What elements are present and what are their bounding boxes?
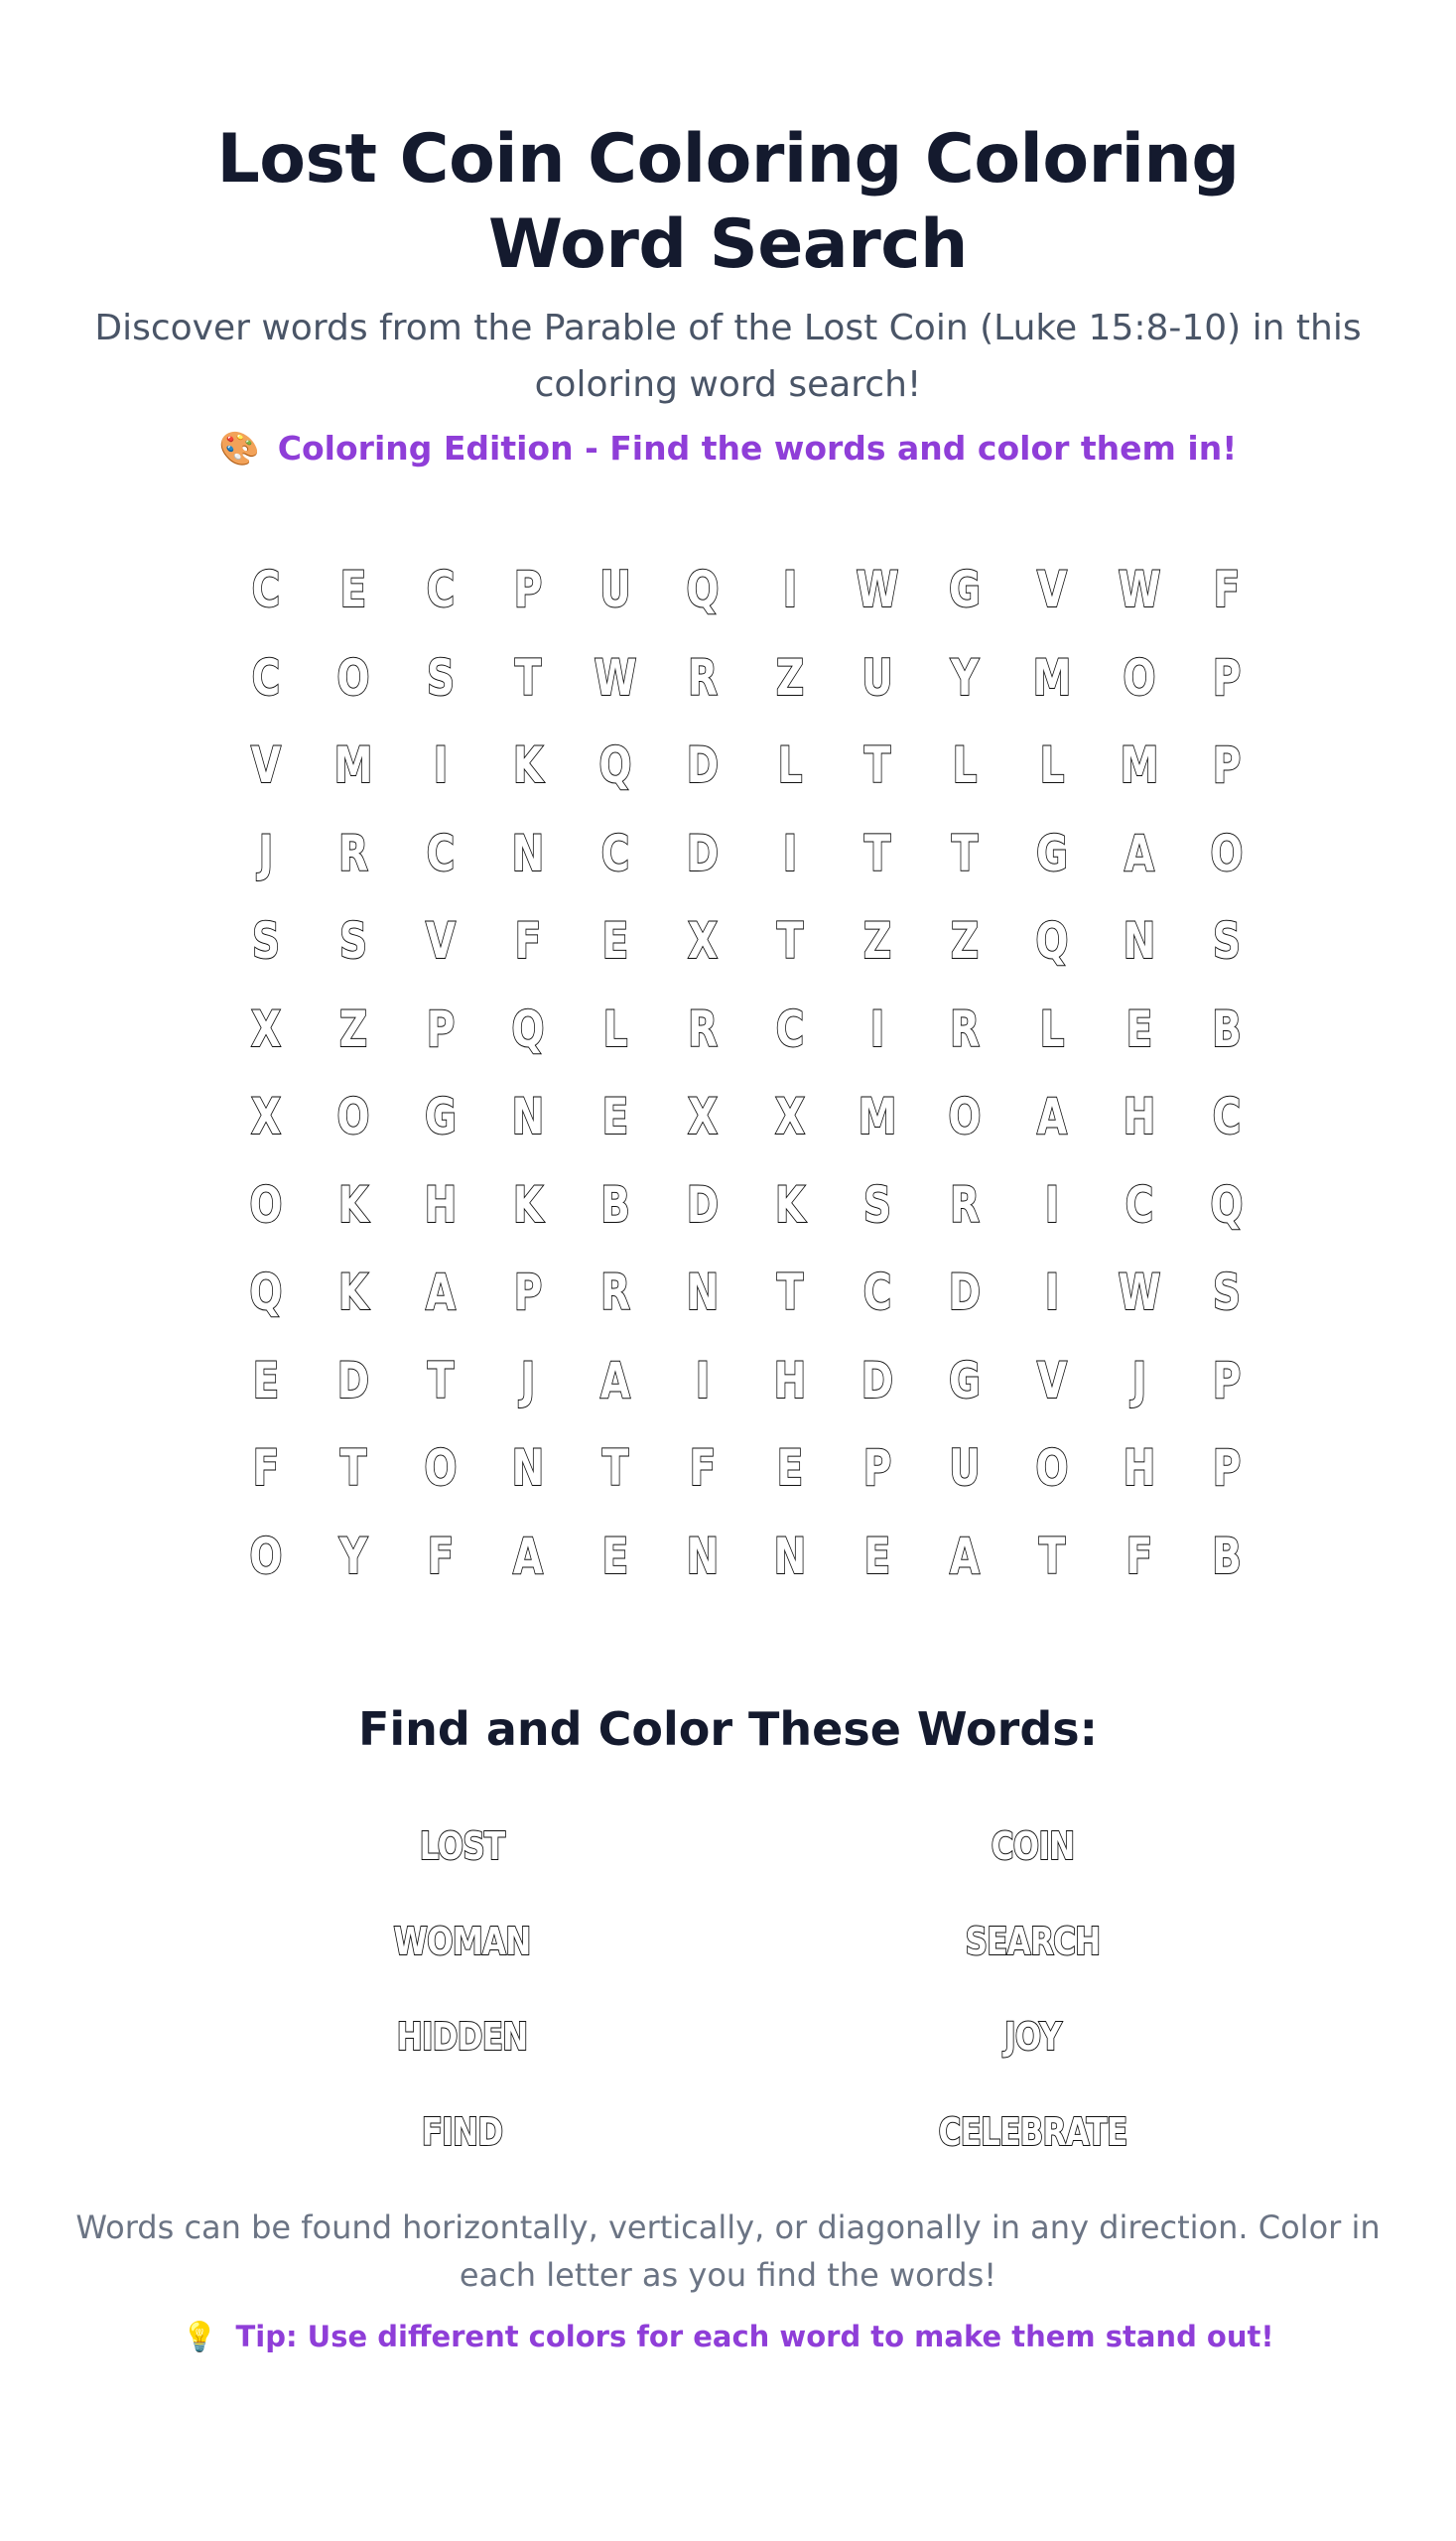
grid-cell[interactable]: H — [773, 1351, 807, 1409]
grid-cell[interactable]: N — [511, 824, 545, 882]
grid-cell[interactable]: X — [250, 1000, 282, 1058]
grid-cell[interactable]: G — [948, 1351, 982, 1409]
grid-cell[interactable]: P — [513, 1264, 543, 1322]
word-list-item: SEARCH — [965, 1920, 1101, 1963]
grid-cell[interactable]: S — [426, 648, 456, 707]
grid-cell[interactable]: O — [336, 648, 370, 707]
grid-cell[interactable]: C — [251, 561, 281, 619]
grid-cell[interactable]: M — [333, 736, 373, 795]
grid-cell[interactable]: J — [520, 1351, 536, 1409]
grid-cell[interactable]: E — [1125, 1000, 1153, 1058]
grid-cell[interactable]: O — [424, 1439, 458, 1498]
grid-cell[interactable]: H — [424, 1175, 458, 1234]
grid-cell[interactable]: R — [949, 1175, 981, 1234]
grid-cell[interactable]: I — [1044, 1264, 1060, 1322]
grid-cell[interactable]: K — [512, 1175, 544, 1234]
word-list-item: HIDDEN — [396, 2015, 528, 2059]
grid-cell[interactable]: A — [599, 1351, 631, 1409]
grid-cell[interactable]: L — [602, 1000, 628, 1058]
grid-cell[interactable]: V — [425, 912, 457, 971]
grid-cell[interactable]: Z — [862, 912, 892, 971]
word-list — [177, 1799, 1318, 2180]
word-search-grid — [222, 546, 1270, 1600]
grid-cell[interactable]: W — [1118, 561, 1161, 619]
word-list-item: JOY — [1003, 2015, 1062, 2059]
grid-cell[interactable]: F — [1125, 1527, 1153, 1585]
grid-cell[interactable]: F — [1213, 561, 1241, 619]
tip — [0, 2317, 1456, 2356]
grid-cell[interactable]: Z — [950, 912, 980, 971]
grid-cell[interactable]: N — [686, 1264, 720, 1322]
grid-cell[interactable]: Z — [338, 1000, 368, 1058]
grid-cell[interactable]: C — [251, 648, 281, 707]
grid-cell[interactable]: L — [1039, 736, 1065, 795]
grid-cell[interactable]: P — [1212, 736, 1242, 795]
grid-cell[interactable]: P — [1212, 1351, 1242, 1409]
page-title: Lost Coin Coloring Coloring Word Search — [216, 120, 1240, 284]
grid-cell[interactable]: P — [862, 1439, 892, 1498]
grid-cell[interactable]: O — [948, 1088, 982, 1146]
grid-cell[interactable]: O — [1210, 824, 1244, 882]
grid-cell[interactable]: L — [952, 736, 978, 795]
grid-cell[interactable]: N — [511, 1439, 545, 1498]
grid-cell[interactable]: J — [1131, 1351, 1147, 1409]
grid-cell[interactable]: M — [1032, 648, 1072, 707]
grid-cell[interactable]: T — [1038, 1527, 1066, 1585]
grid-cell[interactable]: A — [949, 1527, 981, 1585]
grid-cell[interactable]: D — [686, 824, 720, 882]
grid-cell[interactable]: U — [599, 561, 631, 619]
grid-cell[interactable]: Z — [775, 648, 805, 707]
grid-cell[interactable]: I — [869, 1000, 885, 1058]
grid-cell[interactable]: C — [1212, 1088, 1242, 1146]
grid-cell[interactable]: L — [777, 736, 803, 795]
grid-cell[interactable]: A — [1036, 1088, 1068, 1146]
grid-cell[interactable]: O — [249, 1175, 283, 1234]
words-heading: Find and Color These Words: — [357, 1702, 1099, 1756]
grid-cell[interactable]: E — [863, 1527, 891, 1585]
grid-cell[interactable]: E — [601, 1527, 629, 1585]
page — [0, 0, 1456, 470]
grid-cell[interactable]: D — [948, 1264, 982, 1322]
grid-cell[interactable]: K — [512, 736, 544, 795]
grid-cell[interactable]: R — [687, 648, 719, 707]
grid-cell[interactable]: P — [1212, 648, 1242, 707]
palette-icon: 🎨 — [218, 429, 260, 468]
grid-cell[interactable]: T — [776, 1264, 804, 1322]
grid-cell[interactable]: S — [338, 912, 368, 971]
grid-cell[interactable]: X — [687, 912, 719, 971]
grid-cell[interactable]: O — [1123, 648, 1156, 707]
grid-cell[interactable]: T — [601, 1439, 629, 1498]
word-list-item: FIND — [421, 2110, 503, 2154]
page-subtitle: Discover words from the Parable of the Lost Coin (Luke 15:8-10) in this coloring word search! — [94, 308, 1362, 405]
grid-cell[interactable]: P — [513, 561, 543, 619]
grid-cell[interactable]: M — [858, 1088, 897, 1146]
grid-cell[interactable]: K — [337, 1264, 369, 1322]
grid-cell[interactable]: Q — [1035, 912, 1069, 971]
word-list-item: WOMAN — [393, 1920, 531, 1963]
word-list-item: COIN — [991, 1824, 1075, 1868]
grid-cell[interactable]: I — [782, 561, 798, 619]
grid-cell[interactable]: R — [687, 1000, 719, 1058]
grid-cell[interactable]: N — [686, 1527, 720, 1585]
grid-cell[interactable]: W — [1118, 1264, 1161, 1322]
grid-cell[interactable]: Y — [338, 1527, 368, 1585]
grid-cell[interactable]: C — [426, 824, 456, 882]
grid-cell[interactable]: K — [774, 1175, 806, 1234]
grid-cell[interactable]: R — [337, 824, 369, 882]
grid-cell[interactable]: F — [514, 912, 542, 971]
grid-cell[interactable]: C — [1125, 1175, 1154, 1234]
tip-text: Tip: Use different colors for each word to make them stand out! — [235, 2320, 1274, 2353]
grid-cell[interactable]: V — [1036, 1351, 1068, 1409]
grid-cell[interactable]: E — [776, 1439, 804, 1498]
grid-cell[interactable]: C — [600, 824, 630, 882]
grid-cell[interactable]: D — [860, 1351, 894, 1409]
grid-cell[interactable]: I — [695, 1351, 711, 1409]
grid-cell[interactable]: N — [773, 1527, 807, 1585]
grid-cell[interactable]: Q — [1210, 1175, 1244, 1234]
grid-cell[interactable]: J — [258, 824, 274, 882]
grid-cell[interactable]: D — [686, 736, 720, 795]
instructions-text: Words can be found horizontally, vertically, or diagonally in any direction. Color in each letter as you find the words! — [75, 2208, 1381, 2294]
grid-cell[interactable]: T — [514, 648, 542, 707]
grid-cell[interactable]: S — [1212, 912, 1242, 971]
grid-cell[interactable]: N — [511, 1088, 545, 1146]
edition-banner — [0, 427, 1456, 470]
word-list-item: LOST — [419, 1824, 505, 1868]
grid-cell[interactable]: T — [776, 912, 804, 971]
lightbulb-icon: 💡 — [182, 2320, 218, 2353]
grid-cell[interactable]: I — [1044, 1175, 1060, 1234]
grid-cell[interactable]: T — [427, 1351, 455, 1409]
grid-cell[interactable]: W — [856, 561, 899, 619]
grid-cell[interactable]: A — [1124, 824, 1155, 882]
edition-text: Coloring Edition - Find the words and color them in! — [277, 429, 1238, 468]
grid-cell[interactable]: F — [252, 1439, 280, 1498]
grid-cell[interactable]: R — [949, 1000, 981, 1058]
word-list-item: CELEBRATE — [938, 2110, 1127, 2154]
grid-cell[interactable]: V — [250, 736, 282, 795]
instructions — [0, 2204, 1456, 2299]
grid-cell[interactable]: H — [1123, 1439, 1156, 1498]
grid-cell[interactable]: Q — [249, 1264, 283, 1322]
grid-cell[interactable]: F — [427, 1527, 455, 1585]
grid-cell[interactable]: Q — [598, 736, 632, 795]
grid-cell[interactable]: S — [862, 1175, 892, 1234]
grid-cell[interactable]: Y — [950, 648, 980, 707]
grid-cell[interactable]: N — [1123, 912, 1156, 971]
grid-cell[interactable]: A — [425, 1264, 457, 1322]
grid-cell[interactable]: K — [337, 1175, 369, 1234]
grid-cell[interactable]: O — [249, 1527, 283, 1585]
grid-cell[interactable]: T — [339, 1439, 367, 1498]
grid-cell[interactable]: C — [862, 1264, 892, 1322]
grid-cell[interactable]: U — [949, 1439, 981, 1498]
grid-cell[interactable]: D — [686, 1175, 720, 1234]
grid-cell[interactable]: L — [1039, 1000, 1065, 1058]
grid-cell[interactable]: E — [252, 1351, 280, 1409]
grid-cell[interactable]: Q — [511, 1000, 545, 1058]
grid-cell[interactable]: U — [861, 648, 893, 707]
grid-cell[interactable]: X — [774, 1088, 806, 1146]
grid-cell[interactable]: E — [339, 561, 367, 619]
grid-cell[interactable]: B — [1212, 1527, 1242, 1585]
grid-cell[interactable]: P — [1212, 1439, 1242, 1498]
grid-cell[interactable]: T — [951, 824, 979, 882]
grid-cell[interactable]: E — [601, 912, 629, 971]
grid-cell[interactable]: E — [601, 1088, 629, 1146]
grid-cell[interactable]: T — [863, 824, 891, 882]
grid-cell[interactable]: H — [1123, 1088, 1156, 1146]
grid-cell[interactable]: V — [1036, 561, 1068, 619]
grid-cell[interactable]: I — [433, 736, 449, 795]
grid-cell[interactable]: I — [782, 824, 798, 882]
grid-cell[interactable]: X — [687, 1088, 719, 1146]
grid-cell[interactable]: O — [1035, 1439, 1069, 1498]
grid-cell[interactable]: T — [863, 736, 891, 795]
grid-cell[interactable]: O — [336, 1088, 370, 1146]
grid-cell[interactable]: S — [251, 912, 281, 971]
grid-cell[interactable]: P — [426, 1000, 456, 1058]
grid-cell[interactable]: F — [689, 1439, 717, 1498]
grid-cell[interactable]: G — [948, 561, 982, 619]
grid-cell[interactable]: W — [594, 648, 637, 707]
grid-cell[interactable]: B — [1212, 1000, 1242, 1058]
grid-cell[interactable]: A — [512, 1527, 544, 1585]
grid-cell[interactable]: R — [599, 1264, 631, 1322]
grid-cell[interactable]: G — [1035, 824, 1069, 882]
grid-cell[interactable]: X — [250, 1088, 282, 1146]
grid-cell[interactable]: C — [775, 1000, 805, 1058]
grid-cell[interactable]: S — [1212, 1264, 1242, 1322]
grid-cell[interactable]: B — [600, 1175, 630, 1234]
grid-cell[interactable]: C — [426, 561, 456, 619]
grid-cell[interactable]: Q — [686, 561, 720, 619]
grid-cell[interactable]: G — [424, 1088, 458, 1146]
grid-cell[interactable]: D — [336, 1351, 370, 1409]
grid-cell[interactable]: M — [1120, 736, 1159, 795]
